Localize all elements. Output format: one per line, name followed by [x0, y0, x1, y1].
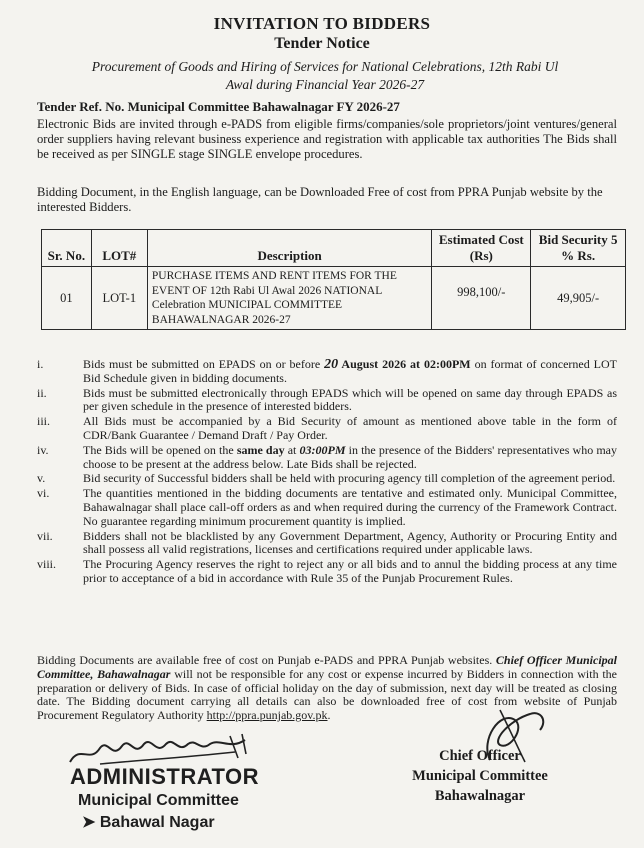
- stamp-line-3: [82, 812, 259, 832]
- stamp-line-2: Municipal Committee: [78, 792, 239, 809]
- list-item: [37, 472, 617, 486]
- procurement-line-1: Procurement of Goods and Hiring of Services for National Celebrations, 12th Rabi Ul: [91, 59, 559, 74]
- conditions-list: [37, 358, 617, 587]
- item-number: vi.: [37, 486, 50, 501]
- tender-reference: Tender Ref. No. Municipal Committee Bahawalnagar FY 2026-27: [37, 99, 400, 114]
- procurement-heading: [40, 58, 610, 94]
- item-text-part: in the presence of the Bidders' representatives who may choose to be present at the address below. Late Bids shall be rejected.: [83, 442, 617, 471]
- cell-sr: 01: [42, 267, 92, 330]
- table-header-row: [42, 230, 626, 267]
- header-estimated-cost: Estimated Cost (Rs): [432, 230, 531, 267]
- intro-paragraph: Electronic Bids are invited through e-PADS from eligible firms/companies/sole proprietors/joint ventures/general order suppliers having relevant business experience and registration with applicable tax authorities The Bids shall be received as per SINGLE stage SINGLE envelope procedures.: [37, 117, 617, 161]
- page-subtitle: Tender Notice: [274, 35, 370, 52]
- item-number: v.: [37, 471, 46, 486]
- item-number: vii.: [37, 528, 53, 543]
- list-item: [37, 444, 617, 472]
- list-item: [37, 530, 617, 558]
- chief-officer-block: [380, 746, 580, 806]
- item-number: iv.: [37, 442, 49, 457]
- cell-security: 49,905/-: [531, 267, 626, 330]
- lot-table: [41, 229, 626, 330]
- item-number: ii.: [37, 385, 47, 400]
- item-text-part: The Bids will be opened on the: [83, 442, 237, 457]
- item-number: iii.: [37, 414, 51, 429]
- ppra-website-link[interactable]: http://ppra.punjab.gov.pk: [206, 708, 328, 723]
- header-lot: LOT#: [91, 230, 147, 267]
- item-text-part: Bids must be submitted on EPADS on or before: [83, 357, 325, 371]
- list-item: [37, 558, 617, 586]
- item-text: The quantities mentioned in the bidding documents are tentative and estimated only. Municipal Committee, Bahawalnagar shall place call-off orders as and when required during the currency of the Framework Contract. No guarantee regarding minimum procurement quantity is implied.: [83, 486, 617, 528]
- item-number: viii.: [37, 557, 57, 572]
- closing-text-part: Bidding Documents are available free of cost on Punjab e-PADS and PPRA Punjab websites.: [37, 653, 496, 667]
- cell-description: PURCHASE ITEMS AND RENT ITEMS FOR THE EVENT OF 12th Rabi Ul Awal 2026 NATIONAL Celebration MUNICIPAL COMMITTEE BAHAWALNAGAR 2026-27: [147, 267, 431, 330]
- arrow-icon: ➤: [82, 814, 96, 831]
- header-description: Description: [147, 230, 431, 267]
- item-text: Bid security of Successful bidders shall be held with procuring agency till completion of the agreement period.: [83, 471, 616, 486]
- item-text: The Procuring Agency reserves the right to reject any or all bids and to annul the bidding process at any time prior to acceptance of a bid in accordance with Rule 35 of the Punjab Procurement Rules.: [83, 557, 617, 585]
- item-text: Bids must be submitted electronically through EPADS which will be opened on same day through EPADS as per given schedule in the presence of interested bidders.: [83, 385, 617, 414]
- handwritten-date: 20: [324, 357, 339, 372]
- handwritten-time: 03:00PM: [299, 442, 346, 457]
- signatory-line-2: Municipal Committee: [412, 768, 548, 784]
- closing-text-part: will not be responsible for any cost or expense incurred by Bidders in connection with the preparation or delivery of Bids. In case of official holiday on the day of submission, next day will be treated as closing date. The Bidding document carrying all details can also be downloaded free of cost from website of Punjab Procurement Regulatory Authority: [37, 666, 617, 723]
- item-bold-part: same day: [236, 442, 285, 457]
- list-item: [37, 487, 617, 528]
- item-text-part: at: [284, 442, 300, 457]
- item-text: [83, 444, 617, 472]
- cell-cost: 998,100/-: [432, 267, 531, 330]
- closing-text-part: .: [327, 708, 331, 723]
- cell-lot: LOT-1: [91, 267, 147, 330]
- item-number: i.: [37, 357, 44, 371]
- administrator-stamp: [70, 764, 259, 832]
- item-text-part: on format of concerned LOT Bid Schedule given in bidding documents.: [83, 357, 617, 385]
- list-item: [37, 387, 617, 415]
- signatory-line-3: Bahawalnagar: [434, 788, 526, 804]
- closing-italic-part: Chief Officer Municipal Committee, Bahawalnagar: [37, 653, 617, 681]
- signatory-line-1: Chief Officer: [439, 748, 521, 764]
- item-text: All Bids must be accompanied by a Bid Security of amount as mentioned above table in the form of CDR/Bank Guarantee / Demand Draft / Pay Order.: [83, 414, 617, 442]
- table-row: [42, 267, 626, 330]
- item-text: Bidders shall not be blacklisted by any Government Department, Agency, Authority or Procuring Entity and shall possess all valid registrations, licenses and certifications required under applicable laws.: [83, 528, 617, 557]
- list-item: [37, 358, 617, 386]
- header-sr-no: Sr. No.: [42, 230, 92, 267]
- page-title: INVITATION TO BIDDERS: [213, 14, 431, 33]
- list-item: [37, 415, 617, 443]
- item-bold-part: August 2026 at 02:00PM: [338, 357, 471, 371]
- header-bid-security: Bid Security 5 % Rs.: [531, 230, 626, 267]
- bidding-document-paragraph: Bidding Document, in the English language, can be Downloaded Free of cost from PPRA Punjab website by the interested Bidders.: [37, 185, 603, 214]
- stamp-line-3-text: Bahawal Nagar: [99, 814, 215, 831]
- procurement-line-2: Awal during Financial Year 2026-27: [225, 77, 425, 92]
- item-text: [83, 358, 617, 386]
- stamp-line-1: ADMINISTRATOR: [70, 764, 260, 789]
